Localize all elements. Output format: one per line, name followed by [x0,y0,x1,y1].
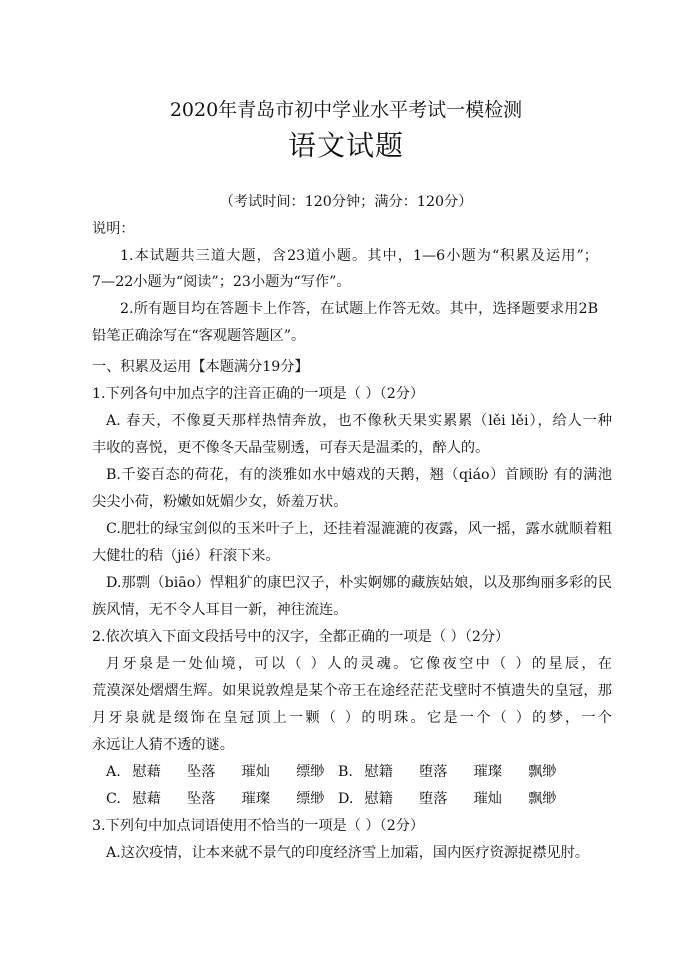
question-2-option-c [106,789,346,809]
notes-line-2: 7—22小题为“阅读”；23小题为“写作”。 [92,274,351,290]
question-2-option-d [338,789,578,809]
option-word: 缥缈 [296,764,325,780]
option-word: 慰籍 [364,791,393,807]
question-1-option-a-line-1: A. 春天，不像夏天那样热情奔放，也不像秋天果实累累（lěi lěi），给人一种 [106,413,612,429]
question-2-passage-line-3: 月牙泉就是缀饰在皇冠顶上一颗（ ）的明珠。它是一个（ ）的梦，一个 [92,710,612,726]
question-1-option-c-line-1: C.肥壮的绿宝剑似的玉米叶子上，还挂着湿漉漉的夜露，风一摇，露水就顺着粗 [106,521,612,537]
option-word: 璀璨 [473,764,502,780]
question-1-option-a-line-2: 丰收的喜悦，更不像冬天晶莹剔透，可春天是温柔的，醉人的。 [92,440,490,456]
option-word: 坠落 [187,764,216,780]
option-word: 缥缈 [296,791,325,807]
question-2-option-b [338,762,578,782]
question-2-passage-line-4: 永远让人猜不透的谜。 [92,737,234,753]
notes-line-3: 2.所有题目均在答题卡上作答，在试题上作答无效。其中，选择题要求用2B [120,301,598,317]
question-1-stem: 1.下列各句中加点字的注音正确的一项是（ ）（2分） [92,386,425,402]
question-1-option-c-line-2: 大健壮的秸（jié）秆滚下来。 [92,548,280,564]
question-2-stem: 2.依次填入下面文段括号中的汉字，全都正确的一项是（ ）（2分） [92,629,510,645]
question-1-option-d-line-1: D.那剽（biāo）悍粗犷的康巴汉子，朴实婀娜的藏族姑娘，以及那绚丽多彩的民 [106,575,612,591]
question-3-stem: 3.下列句中加点词语使用不恰当的一项是（ ）（2分） [92,818,425,834]
option-word: 坠落 [187,791,216,807]
option-label: A. [106,764,121,780]
exam-subject-title: 语文试题 [287,129,404,162]
option-word: 璀璨 [241,791,270,807]
option-word: 堕落 [419,791,448,807]
question-1-option-b-line-1: B.千姿百态的荷花，有的淡雅如水中嬉戏的天鹅，翘（qiáo）首顾盼 有的满池 [106,467,612,483]
option-word: 飘缈 [528,791,557,807]
question-3-option-a: A.这次疫情，让本来就不景气的印度经济雪上加霜，国内医疗资源捉襟见肘。 [106,845,589,861]
question-2-passage-line-1: 月牙泉是一处仙境，可以（ ）人的灵魂。它像夜空中（ ）的星辰，在 [106,656,612,672]
question-2-option-a [106,762,346,782]
notes-heading: 说明： [92,221,135,237]
option-word: 璀灿 [241,764,270,780]
option-label: D. [338,791,354,807]
option-word: 璀灿 [473,791,502,807]
exam-info: （考试时间：120分钟；满分：120分） [219,194,473,210]
option-word: 堕落 [419,764,448,780]
notes-line-4: 铅笔正确涂写在“客观题答题区”。 [92,328,306,344]
notes-line-1: 1.本试题共三道大题，含23道小题。其中，1—6小题为“积累及运用”； [120,248,598,264]
option-label: B. [338,764,353,780]
question-2-passage-line-2: 荒漠深处熠熠生辉。如果说敦煌是某个帝王在途经茫茫戈壁时不慎遗失的皇冠，那 [92,683,612,699]
option-label: C. [106,791,121,807]
exam-title: 2020年青岛市初中学业水平考试一模检测 [169,99,523,121]
question-1-option-b-line-2: 尖尖小荷，粉嫩如妩媚少女，娇羞万状。 [92,494,348,510]
option-word: 慰藉 [132,764,161,780]
section-heading: 一、积累及运用【本题满分19分】 [92,359,309,375]
option-word: 慰籍 [364,764,393,780]
question-1-option-d-line-2: 族风情，无不令人耳目一新，神往流连。 [92,602,348,618]
option-word: 飘缈 [528,764,557,780]
option-word: 慰藉 [132,791,161,807]
